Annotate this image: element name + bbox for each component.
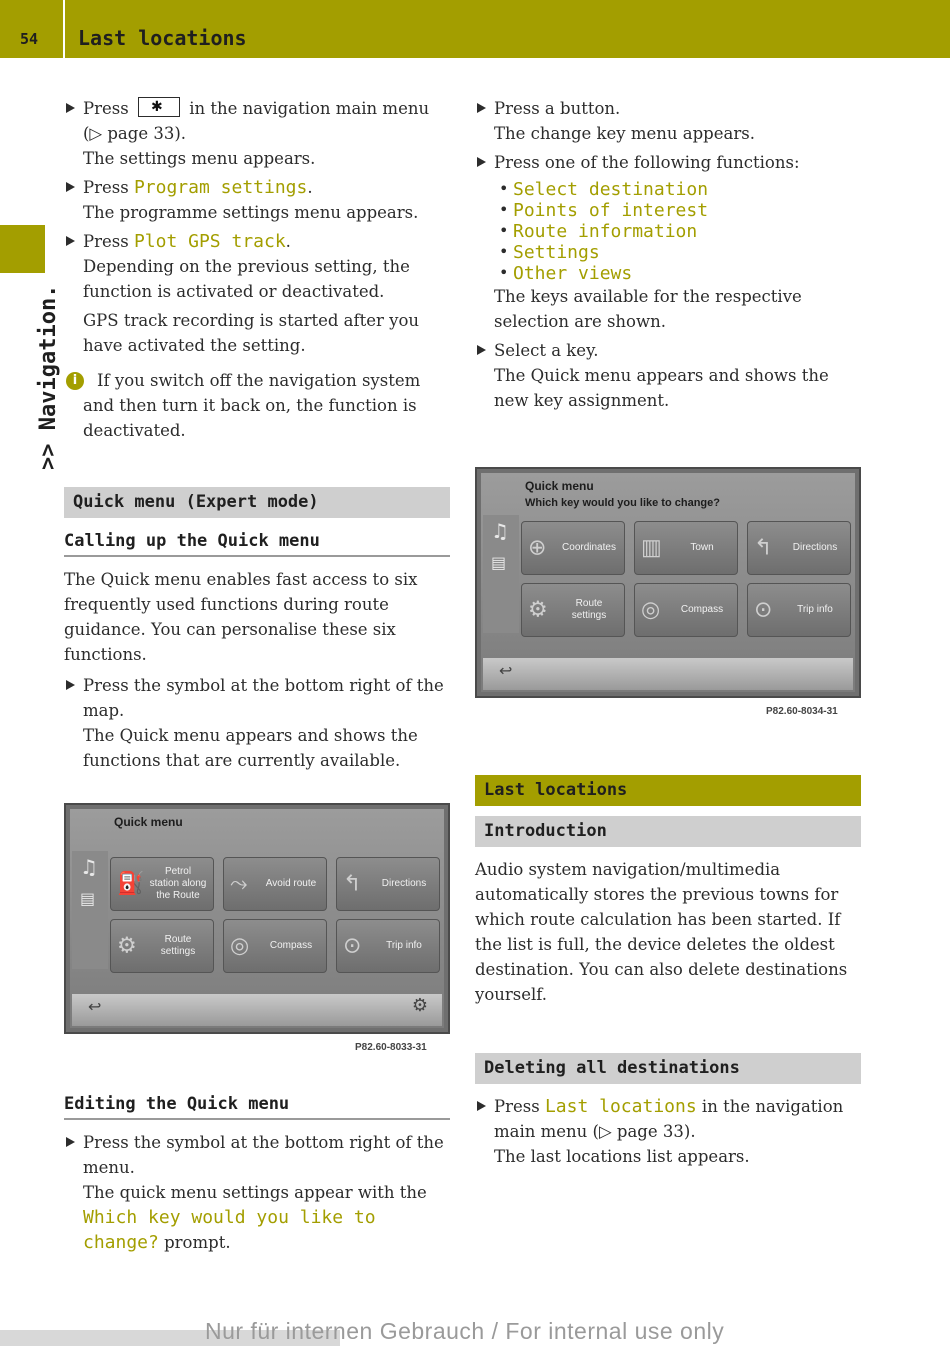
step-text: Press the symbol at the bottom right of the menu. (83, 1133, 444, 1177)
subsection-introduction: Introduction (475, 816, 861, 847)
tile-label: Directions (381, 878, 427, 889)
quick-tile (336, 857, 440, 911)
function-item (475, 263, 861, 284)
quick-tile (336, 919, 440, 973)
step-open-quick-menu (64, 673, 450, 773)
settings-gear-icon: ⚙ (411, 995, 428, 1016)
chapter-label: >> Navigation. (36, 284, 61, 470)
tile-label: Petrol station along the Route (149, 866, 207, 901)
quick-tile (747, 521, 851, 575)
step-text: Press the symbol at the bottom right of the map. (83, 676, 444, 720)
page-title: Last locations (78, 26, 247, 50)
figure-reference: P82.60-8034-31 (766, 706, 838, 717)
back-icon: ↩ (499, 661, 513, 680)
quick-tile (521, 583, 625, 637)
tile-label: Trip info (797, 604, 833, 615)
page-header (0, 0, 950, 58)
subsection-deleting: Deleting all destinations (475, 1053, 861, 1084)
tile-label: Coordinates (562, 542, 616, 553)
step-result: The last locations list appears. (494, 1147, 750, 1166)
tile-label: Compass (680, 604, 724, 615)
left-column (64, 96, 450, 777)
step-text: Press (83, 232, 129, 251)
tile-label: Route settings (160, 934, 196, 957)
compass-icon: ◎ (641, 597, 661, 623)
tile-label: Avoid route (265, 878, 317, 889)
menu-item-plot-gps-track: Plot GPS track (133, 231, 286, 252)
page-number: 54 (20, 30, 39, 48)
radio-icon: ▤ (491, 553, 507, 572)
info-icon: i (66, 372, 84, 390)
step-text: Press a button. (494, 99, 621, 118)
right-column-lower (475, 775, 861, 1173)
function-points-of-interest: Points of interest (513, 200, 709, 221)
header-divider (63, 0, 65, 58)
screen-area (481, 473, 855, 692)
compass-icon: ◎ (230, 933, 250, 959)
chapter-tab (0, 225, 45, 273)
function-item (475, 221, 861, 242)
step-result: Depending on the previous setting, the function is activated or deactivated. (83, 257, 410, 301)
step-text: Select a key. (494, 341, 599, 360)
internal-use-notice: Nur für internen Gebrauch / For internal use only (205, 1318, 725, 1344)
screen-area (70, 809, 444, 1028)
figure-reference: P82.60-8033-31 (355, 1042, 427, 1053)
tile-label: Trip info (386, 940, 422, 951)
subheading-calling-up: Calling up the Quick menu (64, 531, 450, 557)
step-program-settings (64, 175, 450, 225)
step-text: in the navigation main menu (▷ page 33). (494, 1097, 844, 1141)
step-result: The Quick menu appears and shows the new key assignment. (494, 366, 829, 410)
fuel-icon: ⛽ (117, 871, 145, 897)
tile-label: Route settings (571, 598, 607, 621)
function-item (475, 242, 861, 263)
step-result: The programme settings menu appears. (83, 203, 419, 222)
step-text: prompt. (164, 1233, 231, 1252)
back-icon: ↩ (88, 997, 102, 1016)
step-text: Press (494, 1097, 540, 1116)
radio-icon: ▤ (80, 889, 96, 908)
introduction-paragraph: Audio system navigation/multimedia automatically stores the previous towns for which route calculation has been started. If the list is full, the device deletes the oldest destination. You can also delete destinations yourself. (475, 860, 848, 1004)
screen-bottom-bar (483, 658, 853, 690)
function-route-information: Route information (513, 221, 698, 242)
step-result: The settings menu appears. (83, 149, 316, 168)
quick-menu-screenshot (64, 803, 450, 1034)
note-text: If you switch off the navigation system and then turn it back on, the function is deactivated. (83, 371, 421, 440)
quick-menu-paragraph: The Quick menu enables fast access to six frequently used functions during route guidance. You can personalise these six functions. (64, 570, 418, 664)
prompt-text: Which key would you like to change? (83, 1207, 376, 1253)
step-text: . (285, 232, 291, 251)
settings-key-icon (138, 97, 180, 117)
key-glyph: ✱ (150, 99, 163, 115)
right-column (475, 96, 861, 417)
quick-tile (110, 857, 214, 911)
quick-tile (110, 919, 214, 973)
quick-tile (634, 521, 738, 575)
menu-item-program-settings: Program settings (133, 177, 308, 198)
step-text: in the navigation main menu (189, 99, 430, 118)
directions-icon: ↰ (754, 535, 773, 561)
avoid-route-icon: ⤳ (230, 871, 248, 897)
quick-tile (634, 583, 738, 637)
trip-info-icon: ⊙ (754, 597, 773, 623)
function-select-destination: Select destination (513, 179, 709, 200)
step-text: Press (83, 178, 129, 197)
page-reference: (▷ page 33). (83, 124, 187, 143)
left-column-lower (64, 1094, 450, 1259)
quick-tile (223, 919, 327, 973)
info-note (64, 368, 450, 443)
tile-label: Compass (269, 940, 313, 951)
screen-side-panel (483, 515, 519, 633)
functions-result: The keys available for the respective selection are shown. (494, 287, 802, 331)
quick-tile (747, 583, 851, 637)
tile-label: Town (690, 542, 714, 553)
change-key-screenshot (475, 467, 861, 698)
coordinates-icon: ⊕ (528, 535, 547, 561)
screen-title: Quick menu (114, 815, 183, 829)
menu-item-last-locations: Last locations (544, 1096, 697, 1117)
function-item (475, 200, 861, 221)
function-settings: Settings (513, 242, 600, 263)
step-last-locations (475, 1094, 861, 1169)
step-result: The quick menu settings appear with the (83, 1183, 427, 1202)
step-press-button (475, 96, 861, 146)
section-last-locations: Last locations (475, 775, 861, 806)
directions-icon: ↰ (343, 871, 362, 897)
quick-tile (223, 857, 327, 911)
screen-title: Quick menu (525, 479, 594, 493)
music-icon: ♫ (491, 519, 509, 543)
screen-side-panel (72, 851, 108, 969)
subheading-editing: Editing the Quick menu (64, 1094, 450, 1120)
quick-tile (521, 521, 625, 575)
section-quick-menu: Quick menu (Expert mode) (64, 487, 450, 518)
function-other-views: Other views (513, 263, 633, 284)
town-icon: ▥ (641, 535, 662, 561)
screen-subtitle: Which key would you like to change? (525, 497, 720, 509)
step-plot-gps (64, 229, 450, 358)
step-select-key (475, 338, 861, 413)
route-settings-icon: ⚙ (117, 933, 137, 959)
route-settings-icon: ⚙ (528, 597, 548, 623)
step-text: Press (83, 99, 129, 118)
function-item (475, 179, 861, 200)
step-text: Press one of the following functions: (494, 153, 800, 172)
step-text: . (307, 178, 313, 197)
step-open-settings (64, 96, 450, 171)
step-edit-quick-menu (64, 1130, 450, 1255)
step-press-function (475, 150, 861, 175)
step-result: GPS track recording is started after you have activated the setting. (83, 311, 420, 355)
screen-bottom-bar (72, 994, 442, 1026)
tile-label: Directions (792, 542, 838, 553)
music-icon: ♫ (80, 855, 98, 879)
step-result: The Quick menu appears and shows the functions that are currently available. (83, 726, 418, 770)
trip-info-icon: ⊙ (343, 933, 362, 959)
step-result: The change key menu appears. (494, 124, 755, 143)
